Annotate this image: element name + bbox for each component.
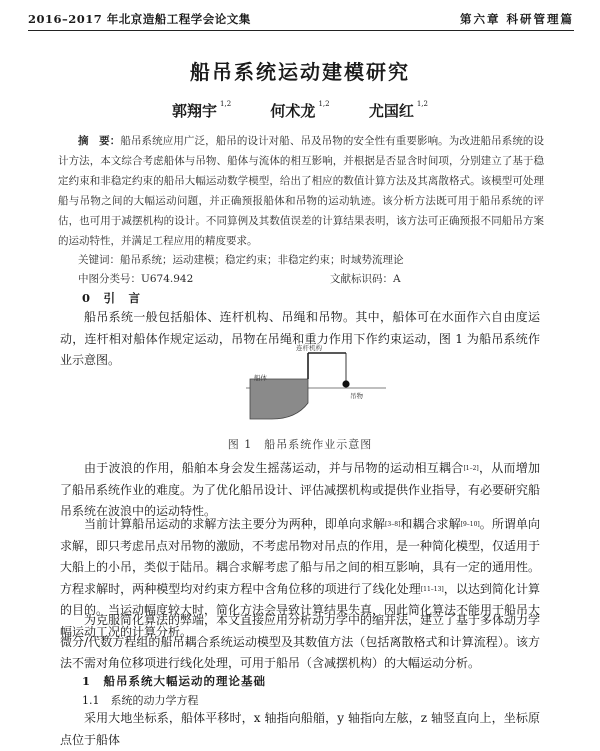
abstract bbox=[58, 131, 544, 251]
paragraph-last: 采用大地坐标系，船体平移时，x 轴指向船艏，y 轴指向左舷，z 轴竖直向上，坐标原点位于船体 bbox=[60, 711, 540, 747]
label-hull: 船体 bbox=[254, 374, 267, 382]
author-2: 何术龙 $^{1,2}$ bbox=[270, 100, 330, 120]
author-1: 郭翔宇 $^{1,2}$ bbox=[172, 100, 232, 120]
figure-1 bbox=[246, 343, 386, 433]
intro-paragraph-3: 当前计算船吊运动的求解方法主要分为两种，即单向求解[3–8]和耦合求解[9–10]。所谓单向求解，即只考虑吊点对吊物的激励，不考虑吊物对吊点的作用，是一种简化模型，仅适用于大船上的小吊，类似于陆吊。耦合求解考虑了船与吊之间的相互影响，具有一定的通用性。方程求解时，两种模型均对约束方程中含角位移的项进行了线化处理[11–13]，以达到简化计算的目的。当运动幅度较大时，简化方法会导致计算结果失真，因此简化算法不能用于船吊大幅运动工况的计算分析。 bbox=[60, 517, 541, 639]
section-1-heading: 1 船吊系统大幅运动的理论基础 bbox=[82, 674, 266, 688]
citation: [11–13] bbox=[420, 585, 444, 593]
running-header bbox=[28, 8, 574, 31]
document-code: 文献标识码：A bbox=[330, 273, 401, 285]
keywords-label: 关键词： bbox=[78, 254, 120, 266]
ship-hull bbox=[250, 379, 308, 419]
header-proceedings: 2016–2017 年北京造船工程学会论文集 bbox=[28, 12, 251, 26]
paper-title: 船吊系统运动建模研究 bbox=[190, 60, 410, 84]
citation: [9–10] bbox=[460, 521, 480, 528]
abstract-label: 摘 要： bbox=[78, 135, 121, 147]
label-payload: 吊物 bbox=[350, 392, 363, 400]
intro-paragraph-2: 由于波浪的作用，船舶本身会发生摇荡运动，并与吊物的运动相互耦合[1–2]，从而增加了船吊系统作业的难度。为了优化船吊设计、评估减摆机构或提供作业指导，有必要研究船吊系统在波浪中的运动特性。 bbox=[60, 461, 541, 518]
author-list bbox=[0, 100, 600, 121]
intro-paragraph-1: 船吊系统一般包括船体、连杆机构、吊绳和吊物。其中，船体可在水面作六自由度运动，连杆相对船体作规定运动，吊物在吊绳和重力作用下作约束运动，图 1 为船吊系统作业示意图。 bbox=[60, 310, 540, 367]
figure-1-caption: 图 1 船吊系统作业示意图 bbox=[227, 438, 373, 451]
section-1-1-heading: 1.1 系统的动力学方程 bbox=[82, 694, 199, 707]
citation: [3–8] bbox=[385, 521, 401, 528]
keywords bbox=[78, 252, 404, 267]
intro-paragraph-4: 为克服简化算法的弊端，本文直接应用分析动力学中的缩并法，建立了基于多体动力学微分/代数方程组的船吊耦合系统运动模型及其数值方法（包括离散格式和计算流程）。该方法不需对角位移项进行线化处理，可用于船吊（含减摆机构）的大幅运动分析。 bbox=[60, 613, 541, 670]
abstract-text: 船吊系统应用广泛，船吊的设计对船、吊及吊物的安全性有重要影响。为改进船吊系统的设计方法，本文综合考虑船体与吊物、船体与流体的相互影响，并根据是否显含时间项，分别建立了基于稳定约束和非稳定约束的船吊大幅运动数学模型，给出了相应的数值计算方法及其离散格式。该模型可处理船与吊物之间的大幅运动问题，并正确预报船体和吊物的运动轨迹。该分析方法既可用于船吊系统的评估，也可用于减摆机构的设计。不同算例及其数值误差的计算结果表明，该方法可正确预报不同船吊方案的运动特性，并满足工程应用的精度要求。 bbox=[58, 135, 545, 247]
header-chapter: 第六章 科研管理篇 bbox=[459, 12, 574, 26]
label-linkage: 连杆机构 bbox=[296, 344, 322, 352]
author-3: 尤国红 $^{1,2}$ bbox=[368, 100, 428, 120]
keywords-text: 船吊系统；运动建模；稳定约束；非稳定约束；时域势流理论 bbox=[120, 254, 404, 266]
classification-number: 中图分类号：U674.942 bbox=[78, 273, 194, 285]
payload-mass bbox=[342, 380, 349, 387]
citation: [1–2] bbox=[463, 465, 479, 472]
crane-ship-diagram bbox=[246, 343, 386, 433]
section-0-heading: 0 引 言 bbox=[82, 291, 142, 305]
